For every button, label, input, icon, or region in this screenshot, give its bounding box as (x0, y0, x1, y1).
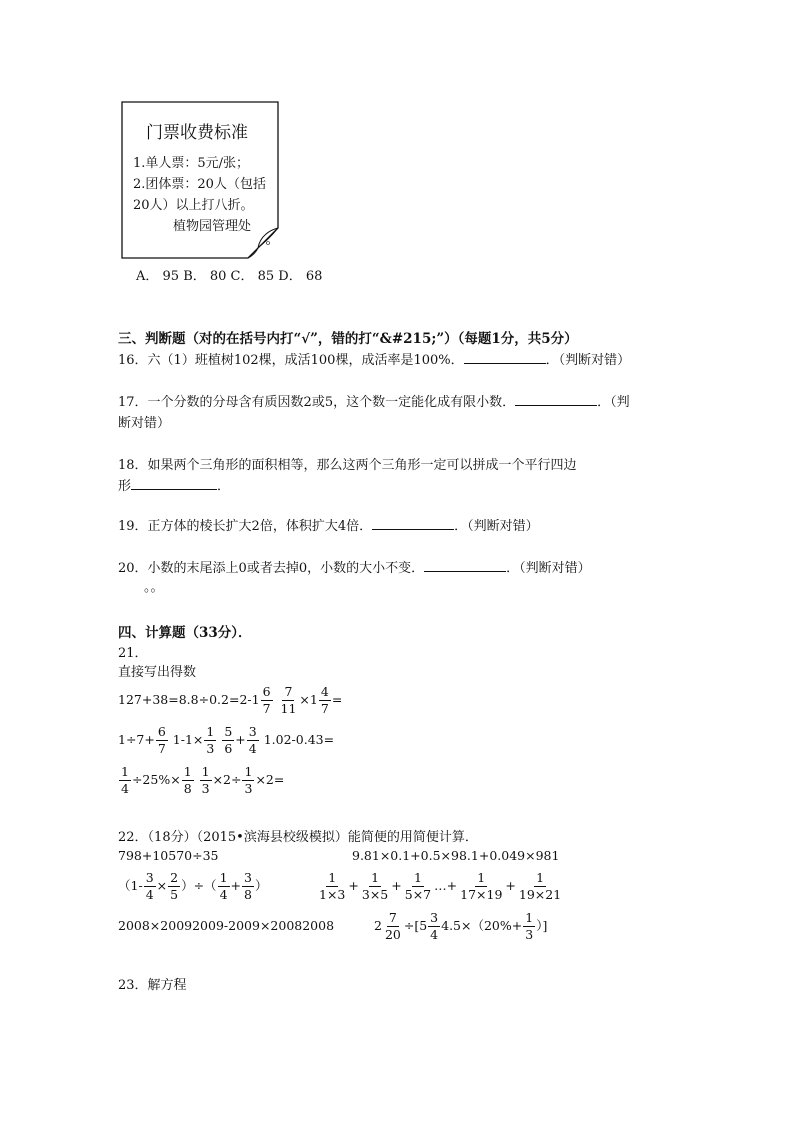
r2-fraction-2: $\frac{1}{3}$ (206, 724, 215, 756)
q18-text-line2: 形 (118, 479, 132, 494)
r3-expr-b: ×2÷ (212, 772, 242, 787)
q19-answer-blank[interactable] (372, 517, 454, 530)
q17-text: 17．一个分数的分母含有质因数2或5，这个数一定能化成有限小数． (118, 395, 516, 410)
e3-fraction-1: $\frac{3}{4}$ (145, 870, 154, 902)
e6-expr-a: ÷[5 (403, 918, 428, 933)
ticket-card-line3: 20人）以上打八折。 (133, 198, 254, 213)
e4-fraction-1: $\frac{1}{1\times 3}$ (319, 870, 346, 902)
e6-expr-b: 4.5×（20%+ (441, 918, 523, 933)
q19-text: 19．正方体的棱长扩大2倍，体积扩大4倍． (118, 519, 373, 534)
r2-fraction-4: $\frac{3}{4}$ (248, 724, 257, 756)
r1-expr-c: 2-1 (239, 692, 260, 707)
q17-answer-blank[interactable] (515, 393, 597, 406)
q21-title: 直接写出得数 (118, 665, 197, 680)
q22-expr-2: 9.81×0.1+0.5×98.1+0.049×981 (352, 848, 560, 863)
e4-plus-3: + (505, 878, 516, 893)
e4-plus-1: + (348, 878, 359, 893)
q22-expr-5: 2008×20092009-2009×20082008 (118, 918, 335, 933)
r2-fraction-3: $\frac{5}{6}$ (224, 724, 233, 756)
q21-row3 (118, 764, 284, 797)
r1-equals: = (331, 692, 343, 707)
e6-fraction-3: $\frac{1}{3}$ (525, 910, 534, 942)
e6-fraction-1: $\frac{7}{20}$ (384, 910, 401, 942)
q21-number: 21． (118, 646, 148, 661)
e4-plus-2: + (391, 878, 402, 893)
q20-trailing-marks: 。。 (144, 580, 164, 595)
r2-expr-b: 1-1× (172, 732, 204, 747)
q22-expr-6 (374, 910, 547, 943)
e3-fraction-2: $\frac{2}{5}$ (170, 870, 179, 902)
r2-plus: + (235, 732, 246, 747)
q21-row1 (118, 684, 342, 717)
r1-expr-b: 8.8÷0.2= (178, 692, 240, 707)
e3-fraction-3: $\frac{1}{4}$ (219, 870, 228, 902)
question-18-line2 (118, 475, 230, 494)
r1-fraction-3: $\frac{4}{7}$ (320, 684, 329, 716)
r3-fraction-3: $\frac{1}{3}$ (201, 764, 210, 796)
e3-open: （1- (118, 878, 143, 893)
section4-heading: 四、计算题（33分）． (118, 625, 252, 641)
r2-fraction-1: $\frac{6}{7}$ (157, 724, 166, 756)
e3-mid: ）÷（ (181, 878, 217, 893)
question-20 (118, 557, 591, 576)
q18-suffix: ． (217, 479, 231, 494)
q16-suffix: ．（判断对错） (545, 353, 631, 368)
e4-fraction-2: $\frac{1}{3\times 5}$ (361, 870, 389, 902)
r3-fraction-2: $\frac{1}{8}$ (183, 764, 192, 796)
q17-suffix: ．（判 (597, 395, 630, 410)
e3-times: × (156, 878, 168, 893)
q22-title: 22．（18分）（2015•滨海县校级模拟）能简便的用简便计算． (118, 830, 478, 845)
q20-text: 20．小数的末尾添上0或者去掉0，小数的大小不变． (118, 561, 425, 576)
q16-answer-blank[interactable] (464, 351, 546, 364)
e3-close: ） (254, 878, 268, 893)
e3-plus: + (230, 878, 241, 893)
r1-fraction-1: $\frac{6}{7}$ (262, 684, 271, 716)
q18-answer-blank[interactable] (131, 477, 217, 490)
question-17 (118, 391, 630, 410)
q17-suffix-line2: 断对错） (118, 416, 171, 431)
e6-fraction-2: $\frac{3}{4}$ (430, 910, 439, 942)
r3-fraction-1: $\frac{1}{4}$ (121, 764, 129, 796)
q22-expr-4 (316, 870, 564, 903)
question-19 (118, 515, 539, 534)
e4-dots: …+ (434, 878, 458, 893)
r3-expr-c: ×2= (255, 772, 285, 787)
ticket-card-line2: 2.团体票：20人（包括 (133, 177, 266, 192)
q22-expr-1: 798+10570÷35 (118, 848, 219, 863)
ticket-card-footer: 植物园管理处 (173, 219, 252, 234)
q18-text: 18．如果两个三角形的面积相等，那么这两个三角形一定可以拼成一个平行四边 (118, 458, 577, 473)
r1-fraction-2: $\frac{7}{11}$ (280, 684, 297, 716)
q20-answer-blank[interactable] (424, 559, 506, 572)
q15-options: A． 95 B． 80 C． 85 D． 68 (136, 269, 323, 284)
e4-fraction-3: $\frac{1}{5\times 7}$ (404, 870, 432, 902)
e4-fraction-5: $\frac{1}{19\times 21}$ (518, 870, 562, 902)
q22-expr-3 (118, 870, 267, 903)
r3-fraction-4: $\frac{1}{3}$ (244, 764, 253, 796)
q23-title: 23．解方程 (118, 978, 187, 993)
question-16 (118, 349, 630, 368)
ticket-card-line1: 1.单人票：5元/张； (133, 156, 250, 171)
r1-expr-a: 127+38= (118, 692, 179, 707)
ticket-card-title: 门票收费标准 (146, 123, 248, 143)
r2-expr-c: 1.02-0.43= (263, 732, 335, 747)
q16-text: 16．六（1）班植树102棵，成活100棵，成活率是100%． (118, 353, 464, 368)
r1-times: ×1 (299, 692, 318, 707)
e6-whole: 2 (374, 918, 382, 933)
r2-expr-a: 1÷7+ (118, 732, 155, 747)
e6-expr-c: ）] (536, 918, 548, 933)
q21-row2 (118, 724, 334, 757)
r3-expr-a: ÷25%× (131, 772, 181, 787)
q20-suffix: ．（判断对错） (506, 561, 591, 576)
section3-heading: 三、判断题（对的在括号内打“√”，错的打“&#215;”）（每题1分，共5分） (118, 331, 578, 347)
e4-fraction-4: $\frac{1}{17\times 19}$ (460, 870, 503, 902)
e3-fraction-4: $\frac{3}{8}$ (244, 870, 252, 902)
q19-suffix: ．（判断对错） (454, 519, 539, 534)
